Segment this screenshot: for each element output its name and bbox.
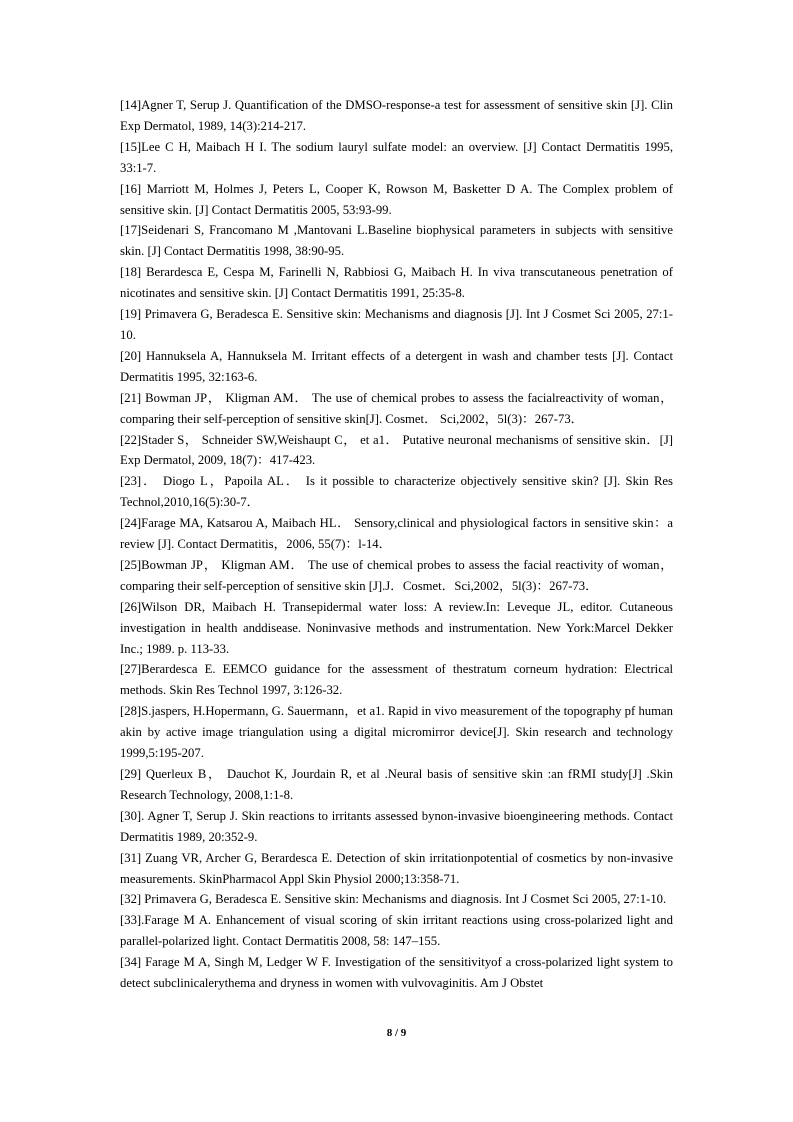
reference-entry: [29] Querleux B， Dauchot K, Jourdain R, et al .Neural basis of sensitive skin :an fRMI study[J] .Skin Research Technology, 2008,1:1-8. bbox=[120, 767, 673, 802]
reference-entry: [14]Agner T, Serup J. Quantification of the DMSO-response-a test for assessment of sensitive skin [J]. Clin Exp Dermatol, 1989, 14(3):214-217. bbox=[120, 98, 673, 133]
reference-entry: [18] Berardesca E, Cespa M, Farinelli N, Rabbiosi G, Maibach H. In viva transcutaneous penetration of nicotinates and sensitive skin. [J] Contact Dermatitis 1991, 25:35-8. bbox=[120, 265, 673, 301]
reference-entry: [28]S.jaspers, H.Hopermann, G. Sauermann，et a1. Rapid in vivo measurement of the topography pf human akin by active image triangulation using a digital micromirror device[J]. Skin research and technology 1999,5:195-207. bbox=[120, 704, 673, 761]
reference-entry: [16] Marriott M, Holmes J, Peters L, Cooper K, Rowson M, Basketter D A. The Complex problem of sensitive skin. [J] Contact Dermatitis 2005, 53:93-99. bbox=[120, 181, 673, 217]
reference-entry: [19] Primavera G, Beradesca E. Sensitive skin: Mechanisms and diagnosis [J]. Int J Cosmet Sci 2005, 27:1-10. bbox=[120, 307, 673, 342]
reference-entry: [26]Wilson DR, Maibach H. Transepidermal water loss: A review.In: Leveque JL, editor. Cutaneous investigation in health anddisease. Noninvasive methods and instrumentation. New York:Marcel Dekker Inc.; 1989. p. 113-33. bbox=[120, 599, 673, 656]
reference-entry: [27]Berardesca E. EEMCO guidance for the assessment of thestratum corneum hydration: Electrical methods. Skin Res Technol 1997, 3:126-32. bbox=[120, 662, 673, 698]
reference-entry: [31] Zuang VR, Archer G, Berardesca E. Detection of skin irritationpotential of cosmetics by non-invasive measurements. SkinPharmacol Appl Skin Physiol 2000;13:358-71. bbox=[120, 850, 673, 886]
reference-entry: [23]． Diogo L，Papoila AL． Is it possible to characterize objectively sensitive skin? [J]. Skin Res Technol,2010,16(5):30-7． bbox=[120, 474, 673, 510]
page-number: 8 / 9 bbox=[386, 1027, 407, 1039]
reference-entry: [30]. Agner T, Serup J. Skin reactions to irritants assessed bynon-invasive bioengineering methods. Contact Dermatitis 1989, 20:352-9. bbox=[120, 808, 673, 844]
reference-entry: [17]Seidenari S, Francomano M ,Mantovani L.Baseline biophysical parameters in subjects with sensitive skin. [J] Contact Dermatitis 1998, 38:90-95. bbox=[120, 223, 673, 259]
reference-entry: [32] Primavera G, Beradesca E. Sensitive skin: Mechanisms and diagnosis. Int J Cosmet Sci 2005, 27:1-10. bbox=[120, 892, 667, 907]
reference-entry: [20] Hannuksela A, Hannuksela M. Irritant effects of a detergent in wash and chamber tests [J]. Contact Dermatitis 1995, 32:163-6. bbox=[120, 348, 673, 384]
reference-entry: [33].Farage M A. Enhancement of visual scoring of skin irritant reactions using cross-polarized light and parallel-polarized light. Contact Dermatitis 2008, 58: 147–155. bbox=[120, 913, 673, 949]
reference-entry: [15]Lee C H, Maibach H I. The sodium lauryl sulfate model: an overview. [J] Contact Dermatitis 1995, 33:1-7. bbox=[120, 139, 673, 175]
reference-entry: [21] Bowman JP， Kligman AM． The use of chemical probes to assess the facialreactivity of woman，comparing their self-perception of sensitive skin[J]. Cosmet． Sci,2002，5l(3)：267-73． bbox=[120, 390, 673, 426]
reference-entry: [22]Stader S， Schneider SW,Weishaupt C， et a1． Putative neuronal mechanisms of sensitive skin．[J] Exp Dermatol, 2009, 18(7)：417-423. bbox=[120, 432, 673, 468]
reference-entry: [34] Farage M A, Singh M, Ledger W F. Investigation of the sensitivityof a cross-polarized light system to detect subclinicalerythema and dryness in women with vulvovaginitis. Am J Obstet bbox=[120, 955, 673, 991]
reference-entry: [24]Farage MA, Katsarou A, Maibach HL． Sensory,clinical and physiological factors in sensitive skin：a review [J]. Contact Dermatitis，2006, 55(7)：l-14． bbox=[120, 516, 673, 552]
reference-entry: [25]Bowman JP， Kligman AM． The use of chemical probes to assess the facial reactivity of woman，comparing their self-perception of sensitive skin [J].J．Cosmet．Sci,2002，5l(3)：267-73． bbox=[120, 557, 673, 593]
reference-list bbox=[120, 95, 673, 994]
